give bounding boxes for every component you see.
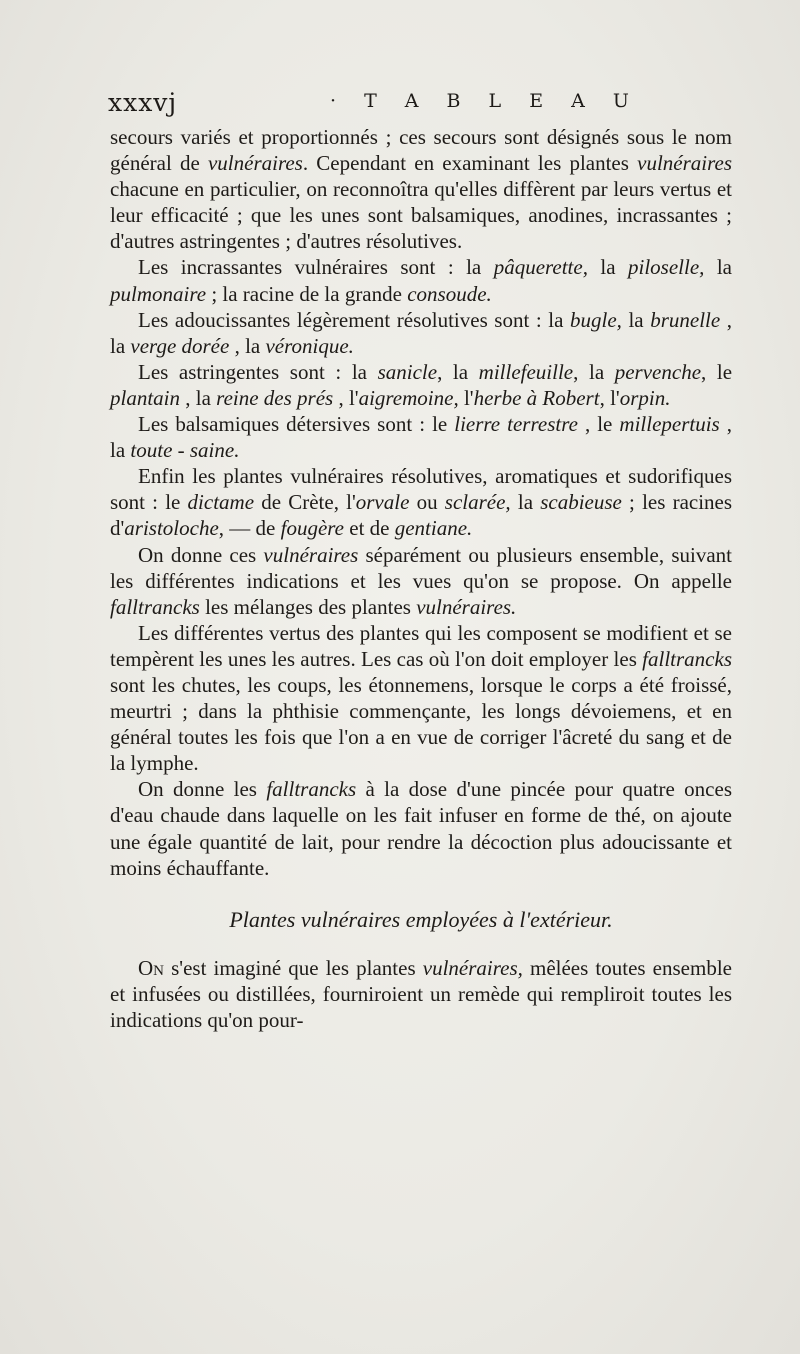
italic-term: falltrancks — [266, 777, 357, 802]
italic-term: aristoloche — [124, 516, 219, 541]
text-run: , — de — [218, 516, 281, 541]
italic-term: vulnéraires, — [422, 955, 523, 980]
italic-term: reine des prés — [216, 385, 334, 410]
italic-term: pervenche — [614, 359, 702, 384]
text-run: Les incrassantes vulnéraires sont : la — [138, 255, 494, 280]
paragraph — [110, 124, 732, 254]
paragraph — [110, 411, 732, 463]
text-run: , la — [110, 307, 733, 358]
paragraph — [110, 359, 732, 411]
text-run: Les différentes vertus des plantes qui les composent se modifient et se tempèrent les unes les autres. Les cas où l'on doit employer les — [110, 620, 732, 671]
italic-term: falltrancks — [110, 594, 200, 619]
final-paragraph — [110, 955, 732, 1033]
text-run: , la — [573, 359, 615, 384]
italic-term: sanicle — [377, 359, 438, 384]
text-run: s'est imaginé que les plantes — [164, 955, 423, 980]
italic-term: herbe à Robert — [473, 385, 600, 410]
final-paragraph-lead: On — [138, 955, 164, 980]
italic-term: fougère — [280, 516, 344, 541]
text-run: . Cependant en examinant les plantes — [302, 151, 638, 176]
text-run: secours variés et proportionnés ; ces secours sont désignés sous le nom général de — [110, 125, 732, 176]
paragraph — [110, 542, 732, 620]
body-text — [110, 124, 732, 1033]
italic-term: consoude. — [407, 281, 492, 306]
text-run: ou — [409, 490, 445, 515]
italic-term: vulnéraires. — [416, 594, 517, 619]
italic-term: millefeuille — [478, 359, 574, 384]
text-run: la — [587, 255, 628, 280]
text-run: l' — [458, 385, 474, 410]
italic-term: pulmonaire — [110, 281, 207, 306]
text-run: la — [621, 307, 651, 332]
text-run: de Crète, l' — [254, 490, 356, 515]
text-run: et de — [344, 516, 395, 541]
text-run: On donne ces — [138, 542, 264, 567]
italic-term: brunelle — [650, 307, 721, 332]
page-number: xxxvj — [108, 88, 178, 117]
italic-term: orpin. — [619, 385, 671, 410]
text-run: Les astringentes sont : la — [138, 359, 378, 384]
italic-term: orvale — [355, 490, 410, 515]
paragraph — [110, 463, 732, 541]
running-title: · T A B L E A U — [330, 90, 640, 112]
text-run: les mélanges des plantes — [199, 594, 417, 619]
italic-term: scabieuse — [540, 490, 622, 515]
paragraph — [110, 776, 732, 880]
text-run: ; la racine de la grande — [206, 281, 408, 306]
italic-term: vulnéraires — [263, 542, 359, 567]
text-run: à la dose d'une pincée pour quatre onces d'eau chaude dans laquelle on les fait infuser en forme de thé, on ajoute une égale quantité de lait, pour rendre la décoction plus adoucissante et moins échauffante. — [110, 777, 732, 880]
italic-term: piloselle, — [628, 255, 705, 280]
text-run: séparément ou plusieurs ensemble, suivant les différentes indications et les vues qu'on se propose. On appelle — [110, 542, 732, 593]
italic-term: bugle, — [570, 307, 622, 332]
italic-term: dictame — [187, 490, 255, 515]
italic-term: aigremoine, — [358, 385, 459, 410]
text-run: chacune en particulier, on reconnoîtra qu'elles diffèrent par leurs vertus et leur efficacité ; que les unes sont balsamiques, anodines, incrassantes ; d'autres astringentes ; d'autres résolutives. — [110, 177, 732, 254]
paragraph — [110, 307, 732, 359]
text-run: On donne les — [138, 777, 267, 802]
italic-term: millepertuis — [619, 412, 720, 437]
page-header — [108, 84, 740, 124]
text-run: Les balsamiques détersives sont : le — [138, 412, 455, 437]
paragraph — [110, 254, 732, 306]
text-run: mêlées toutes ensemble et infusées ou distillées, fourniroient un remède qui rempliroit toutes les indications qu'on pour- — [110, 955, 732, 1032]
italic-term: vulnéraires — [207, 151, 303, 176]
text-run: , le — [701, 359, 733, 384]
text-run: la — [510, 490, 541, 515]
paragraph — [110, 620, 732, 777]
text-run: sont les chutes, les coups, les étonnemens, lorsque le corps a été froissé, meurtri ; dans la phthisie commençante, les longs dévoiemens, et en général toutes les fois que l'on a en vue de corriger l'âcreté du sang et de la lymphe. — [110, 672, 732, 776]
text-run: Enfin les plantes vulnéraires résolutives, aromatiques et sudorifiques sont : le — [110, 464, 732, 515]
text-run: Les adoucissantes légèrement résolutives sont : la — [138, 307, 570, 332]
italic-term: vulnéraires — [637, 151, 732, 176]
italic-term: verge dorée — [130, 333, 230, 358]
text-run: ; les racines d' — [110, 490, 733, 541]
paragraph-list — [110, 124, 732, 881]
text-run: , la — [180, 385, 217, 410]
italic-term: toute - saine. — [130, 438, 240, 463]
text-run: , la — [110, 412, 733, 463]
italic-term: gentiane. — [394, 516, 473, 541]
text-run: , le — [577, 412, 620, 437]
text-run: , l' — [599, 385, 620, 410]
text-run: la — [704, 255, 732, 280]
italic-term: lierre terrestre — [454, 412, 578, 437]
section-heading: Plantes vulnéraires employées à l'extérieur. — [229, 906, 613, 932]
italic-term: véronique. — [265, 333, 354, 358]
italic-term: plantain — [110, 385, 181, 410]
italic-term: falltrancks — [642, 646, 732, 671]
text-run: , la — [229, 333, 266, 358]
italic-term: pâquerette, — [493, 255, 588, 280]
italic-term: sclarée, — [444, 490, 511, 515]
final-paragraph-text — [110, 956, 732, 1032]
text-run: , la — [437, 359, 479, 384]
text-run: , l' — [333, 385, 359, 410]
